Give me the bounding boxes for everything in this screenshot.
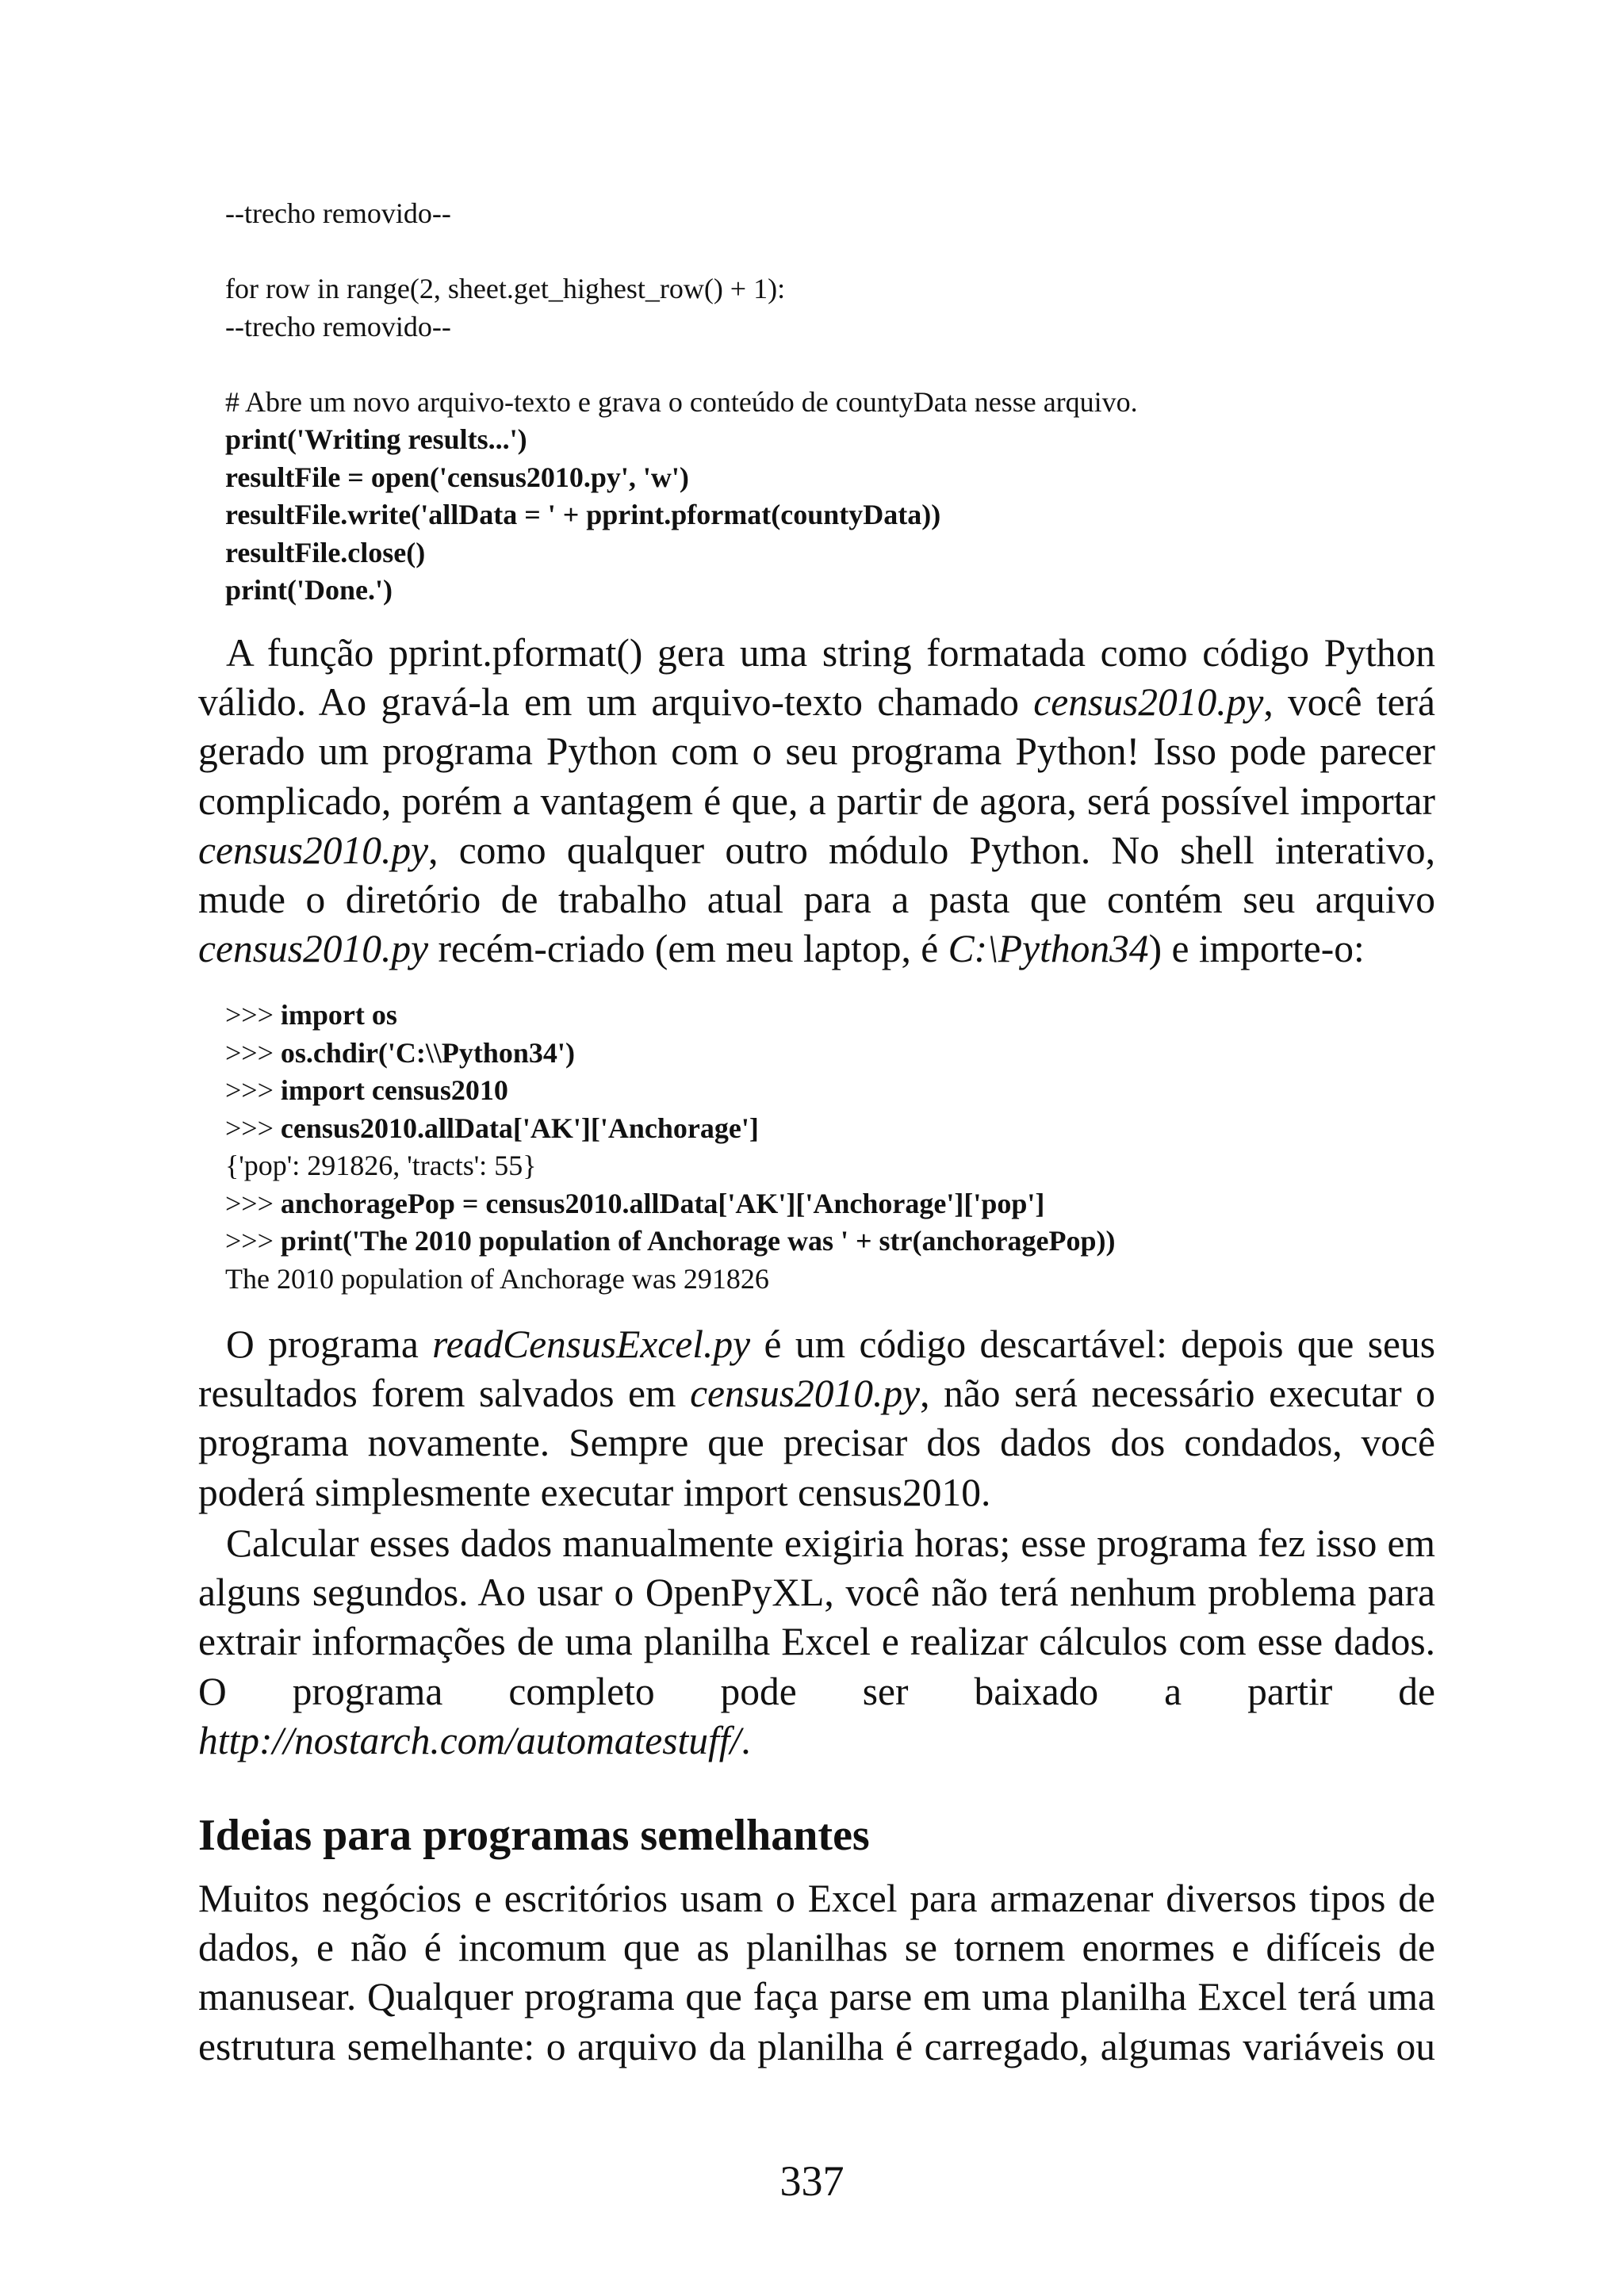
paragraph-line: válido. Ao gravá-la em um arquivo-texto chamado census2010.py, você terá (198, 680, 1435, 725)
code-line: # Abre um novo arquivo-texto e grava o conteúdo de countyData nesse arquivo. (225, 385, 1138, 418)
paragraph-line: estrutura semelhante: o arquivo da planilha é carregado, algumas variáveis ou (198, 2024, 1435, 2068)
paragraph-line: dados, e não é incomum que as planilhas se tornem enormes e difíceis de (198, 1926, 1435, 1970)
shell-output-line (225, 1147, 1494, 1185)
paragraph-similar-programs (198, 1874, 1435, 2072)
paragraph-line: Calcular esses dados manualmente exigiria horas; esse programa fez isso em (226, 1521, 1435, 1565)
code-block-write-results (225, 195, 1494, 610)
paragraph-openpyxl-summary (198, 1519, 1435, 1766)
code-line: for row in range(2, sheet.get_highest_row() + 1): (225, 273, 786, 304)
paragraph-line: extrair informações de uma planilha Excel e realizar cálculos com esse dados. (198, 1620, 1435, 1664)
shell-input-line (225, 1035, 1494, 1073)
paragraph-line: programa novamente. Sempre que precisar dos dados dos condados, você (198, 1421, 1435, 1465)
shell-command: anchoragePop = census2010.allData['AK']['Anchorage']['pop'] (280, 1187, 1045, 1219)
paragraph-line: gerado um programa Python com o seu programa Python! Isso pode parecer (198, 729, 1435, 774)
shell-output: The 2010 population of Anchorage was 291826 (225, 1262, 769, 1295)
shell-command: census2010.allData['AK']['Anchorage'] (280, 1112, 759, 1144)
paragraph-line: census2010.py, como qualquer outro módulo Python. No shell interativo, (198, 828, 1435, 872)
code-line: resultFile.close() (225, 536, 426, 568)
shell-output-line (225, 1261, 1494, 1299)
shell-prompt: >>> (225, 1074, 281, 1106)
shell-input-line (225, 997, 1494, 1035)
paragraph-line: poderá simplesmente executar import census2010. (198, 1470, 991, 1514)
paragraph-line: http://nostarch.com/automatestuff/. (198, 1718, 751, 1762)
shell-command: os.chdir('C:\\Python34') (280, 1036, 575, 1069)
code-line: print('Writing results...') (225, 423, 527, 455)
shell-input-line (225, 1185, 1494, 1223)
paragraph-line: resultados forem salvados em census2010.py, não será necessário executar o (198, 1372, 1435, 1416)
shell-prompt: >>> (225, 1036, 281, 1069)
paragraph-line: manusear. Qualquer programa que faça parse em uma planilha Excel terá uma (198, 1975, 1435, 2019)
code-block-interactive-shell (225, 997, 1494, 1298)
paragraph-line: alguns segundos. Ao usar o OpenPyXL, você não terá nenhum problema para (198, 1571, 1435, 1615)
shell-command: import os (280, 999, 397, 1031)
shell-prompt: >>> (225, 1225, 281, 1257)
code-blank-line (225, 346, 1494, 384)
code-blank-line (225, 233, 1494, 271)
shell-output: {'pop': 291826, 'tracts': 55} (225, 1150, 537, 1181)
shell-prompt: >>> (225, 1187, 281, 1219)
paragraph-line: A função pprint.pformat() gera uma string formatada como código Python (226, 631, 1435, 675)
paragraph-line: complicado, porém a vantagem é que, a partir de agora, será possível importar (198, 779, 1435, 823)
paragraph-line: Muitos negócios e escritórios usam o Excel para armazenar diversos tipos de (198, 1877, 1435, 1920)
shell-prompt: >>> (225, 999, 281, 1031)
paragraph-line: O programa completo pode ser baixado a partir de (198, 1669, 1435, 1713)
shell-input-line (225, 1223, 1494, 1261)
shell-input-line (225, 1072, 1494, 1110)
page-number: 337 (779, 2157, 845, 2205)
code-line: --trecho removido-- (225, 310, 451, 342)
shell-command: import census2010 (280, 1074, 508, 1106)
shell-command: print('The 2010 population of Anchorage was ' + str(anchoragePop)) (280, 1225, 1116, 1257)
paragraph-pformat-explanation (198, 629, 1435, 974)
download-link[interactable]: http://nostarch.com/automatestuff/ (198, 1718, 741, 1762)
shell-prompt: >>> (225, 1112, 281, 1144)
paragraph-line: O programa readCensusExcel.py é um código descartável: depois que seus (226, 1322, 1435, 1366)
code-line: resultFile = open('census2010.py', 'w') (225, 461, 689, 493)
section-heading: Ideias para programas semelhantes (198, 1811, 870, 1860)
code-line: --trecho removido-- (225, 197, 451, 229)
paragraph-readcensusexcel (198, 1320, 1435, 1517)
code-line: resultFile.write('allData = ' + pprint.pformat(countyData)) (225, 499, 941, 530)
shell-input-line (225, 1110, 1494, 1148)
code-line: print('Done.') (225, 574, 393, 606)
paragraph-line: census2010.py recém-criado (em meu laptop, é C:\Python34) e importe-o: (198, 927, 1365, 971)
paragraph-line: mude o diretório de trabalho atual para a pasta que contém seu arquivo (198, 878, 1435, 922)
